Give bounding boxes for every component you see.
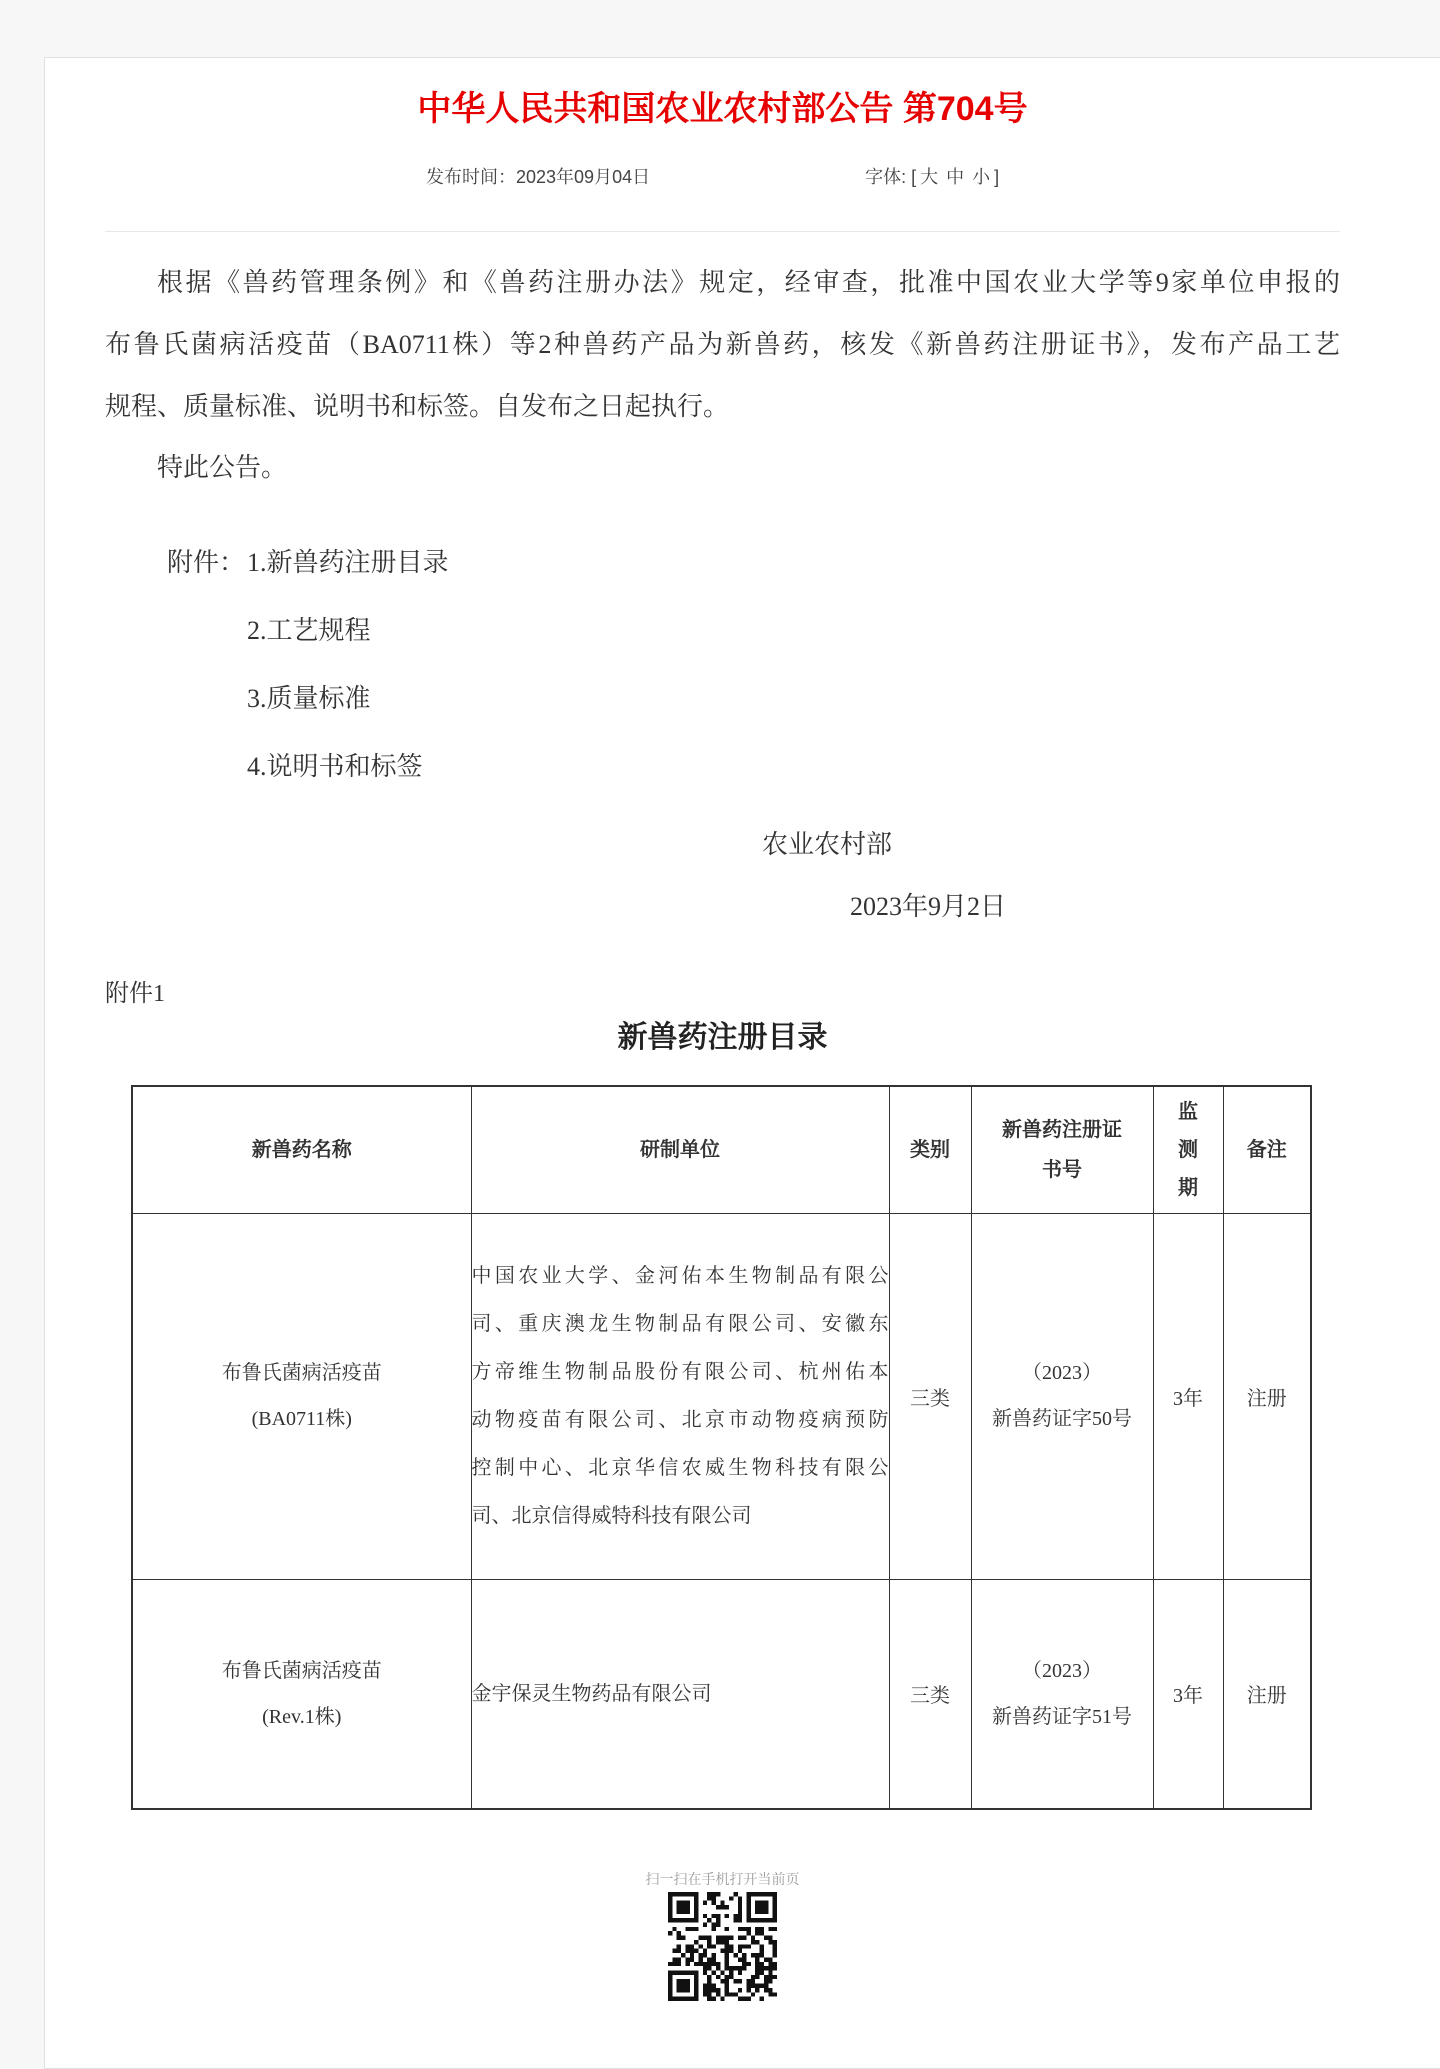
- table-header-row: [132, 1086, 1311, 1213]
- publish-time: 发布时间：2023年09月04日: [426, 167, 651, 187]
- cell-drug-name: 布鲁氏菌病活疫苗 (Rev.1株): [132, 1579, 471, 1809]
- cell-category: 三类: [889, 1579, 971, 1809]
- meta-row: [426, 164, 999, 190]
- cell-remark: 注册: [1223, 1579, 1311, 1809]
- table-row: [132, 1213, 1311, 1579]
- col-header-developer: 研制单位: [471, 1086, 889, 1213]
- cell-category: 三类: [889, 1213, 971, 1579]
- col-header-category: 类别: [889, 1086, 971, 1213]
- cell-monitoring-period: 3年: [1153, 1213, 1223, 1579]
- cell-monitoring-period: 3年: [1153, 1579, 1223, 1809]
- font-size-large[interactable]: 大: [920, 167, 939, 187]
- col-header-remark: 备注: [1223, 1086, 1311, 1213]
- col-header-drug-name: 新兽药名称: [132, 1086, 471, 1213]
- scan-tip: 扫一扫在手机打开当前页: [645, 1871, 800, 1887]
- col-header-monitoring-period: 监测期: [1153, 1086, 1223, 1213]
- signature-org: 农业农村部: [762, 830, 893, 859]
- attachments-label: 附件：: [167, 548, 246, 577]
- announcement-title: 中华人民共和国农业农村部公告 第704号: [417, 90, 1028, 128]
- document-panel: [44, 57, 1440, 2069]
- cell-developer: 金宇保灵生物药品有限公司: [471, 1579, 889, 1809]
- col-header-cert-no: 新兽药注册证书号: [971, 1086, 1153, 1213]
- font-size-medium[interactable]: 中: [946, 167, 965, 187]
- annex-label: 附件1: [105, 981, 165, 1007]
- body-paragraph-1: 根据《兽药管理条例》和《兽药注册办法》规定，经审查，批准中国农业大学等9家单位申报的 布鲁氏菌病活疫苗（BA0711株）等2种兽药产品为新兽药，核发《新兽药注册证书》，发布产品工艺 规程、质量标准、说明书和标签。自发布之日起执行。: [105, 268, 1340, 421]
- cell-cert-no: （2023） 新兽药证字51号: [971, 1579, 1153, 1809]
- font-size-label: 字体: [: [865, 167, 917, 187]
- attachments-block: [167, 529, 449, 801]
- cell-cert-no: （2023） 新兽药证字50号: [971, 1213, 1153, 1579]
- font-size-bracket-close: ]: [994, 167, 1000, 187]
- header-divider: [105, 231, 1340, 232]
- font-size-small[interactable]: 小: [972, 167, 991, 187]
- cell-remark: 注册: [1223, 1213, 1311, 1579]
- signature-date: 2023年9月2日: [850, 892, 1007, 921]
- new-vet-drug-registry-table: [131, 1085, 1312, 1810]
- cell-drug-name: 布鲁氏菌病活疫苗 (BA0711株): [132, 1213, 471, 1579]
- font-size-control: [865, 164, 999, 190]
- table-row: [132, 1579, 1311, 1809]
- qr-code: [668, 1892, 777, 2001]
- body-paragraph-2: 特此公告。: [157, 453, 288, 482]
- cell-developer: 中国农业大学、金河佑本生物制品有限公 司、重庆澳龙生物制品有限公司、安徽东 方帝维生物制品股份有限公司、杭州佑本 动物疫苗有限公司、北京市动物疫病预防 控制中心、北京华信农威生物科技有限公 司、北京信得威特科技有限公司: [471, 1213, 889, 1579]
- annex-table-title: 新兽药注册目录: [617, 1021, 828, 1054]
- attachments-list: 1.新兽药注册目录 2.工艺规程 3.质量标准 4.说明书和标签: [247, 548, 449, 781]
